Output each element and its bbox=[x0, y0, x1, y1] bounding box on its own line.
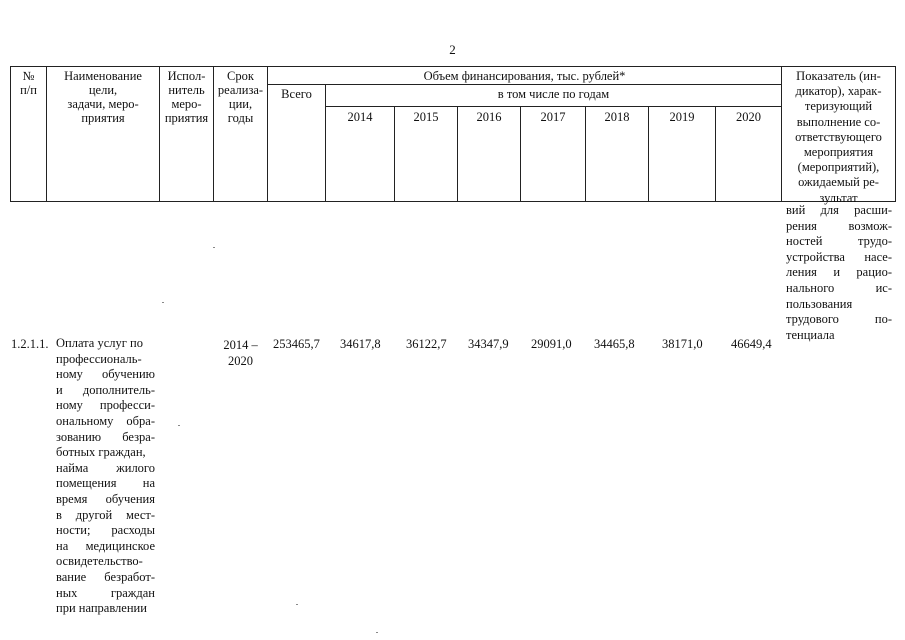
page-number: 2 bbox=[449, 42, 456, 57]
text-line: зованию безра- bbox=[56, 429, 155, 444]
text-line: и дополнитель- bbox=[56, 382, 155, 397]
header-by-years: в том числе по годам bbox=[497, 87, 610, 101]
row-value-2018: 34465,8 bbox=[594, 337, 635, 351]
header-year-2020: 2020 bbox=[736, 110, 761, 124]
text-line: устройства насе- bbox=[786, 249, 892, 264]
text-line: ления и рацио- bbox=[786, 265, 892, 280]
text-line: вание безработ- bbox=[56, 569, 155, 584]
row-total: 253465,7 bbox=[273, 337, 320, 351]
header-year-2016: 2016 bbox=[476, 110, 502, 124]
row-value-2015: 36122,7 bbox=[406, 337, 447, 351]
row-value-2014: 34617,8 bbox=[340, 337, 381, 351]
header-financing-divider bbox=[267, 84, 781, 85]
text-line: при направлении bbox=[56, 601, 147, 616]
row-term: 2014 – 2020 bbox=[223, 338, 258, 368]
scan-speck bbox=[162, 302, 164, 303]
header-year-2014: 2014 bbox=[347, 110, 373, 124]
col-border bbox=[895, 66, 896, 201]
text-line: ных граждан bbox=[56, 585, 155, 600]
text-line: Оплата услуг по bbox=[56, 336, 143, 350]
text-line: ональному обра- bbox=[56, 413, 155, 428]
text-line: вий для расши- bbox=[786, 203, 892, 217]
header-bottom-border bbox=[10, 201, 896, 202]
row-name bbox=[56, 336, 155, 617]
scan-speck bbox=[213, 247, 215, 248]
text-line: тенциала bbox=[786, 327, 835, 342]
header-num: № п/п bbox=[20, 69, 37, 97]
header-year-2015: 2015 bbox=[413, 110, 439, 124]
header-indicator: Показатель (ин- дикатор), харак- теризующий выполнение со- ответствующего мероприятия (мероприятий), ожидаемый ре- зультат bbox=[795, 69, 882, 205]
header-year-2017: 2017 bbox=[540, 110, 566, 124]
header-financing: Объем финансирования, тыс. рублей* bbox=[423, 69, 626, 83]
header-executor: Испол- нитель меро- приятия bbox=[164, 69, 209, 125]
scan-speck bbox=[296, 604, 298, 605]
header-year-2019: 2019 bbox=[669, 110, 695, 124]
text-line: ностей трудо- bbox=[786, 234, 892, 249]
row-value-2017: 29091,0 bbox=[531, 337, 572, 351]
row-value-2016: 34347,9 bbox=[468, 337, 509, 351]
text-line: нального ис- bbox=[786, 280, 892, 295]
scan-speck bbox=[178, 425, 180, 426]
header-name: Наименование цели, задачи, меро- приятия bbox=[64, 69, 142, 125]
header-term: Срок реализа- ции, годы bbox=[217, 69, 264, 125]
scan-speck bbox=[376, 632, 378, 633]
col-border bbox=[325, 84, 326, 201]
row-value-2019: 38171,0 bbox=[662, 337, 703, 351]
header-total: Всего bbox=[281, 87, 312, 101]
header-top-border bbox=[10, 66, 896, 67]
text-line: рения возмож- bbox=[786, 218, 892, 233]
row-code: 1.2.1.1. bbox=[11, 337, 49, 351]
text-line: профессиональ- bbox=[56, 351, 142, 366]
text-line: найма жилого bbox=[56, 460, 155, 475]
text-line: ному професси- bbox=[56, 398, 155, 413]
text-line: пользования bbox=[786, 296, 853, 311]
text-line: на медицинское bbox=[56, 538, 155, 553]
text-line: ности; расходы bbox=[56, 523, 155, 538]
text-line: трудового по- bbox=[786, 312, 892, 327]
text-line: помещения на bbox=[56, 476, 155, 491]
text-line: ному обучению bbox=[56, 367, 155, 382]
text-line: в другой мест- bbox=[56, 507, 155, 522]
row-value-2020: 46649,4 bbox=[731, 337, 772, 351]
text-line: время обучения bbox=[56, 491, 155, 506]
header-year-2018: 2018 bbox=[604, 110, 630, 124]
text-line: ботных граждан, bbox=[56, 445, 146, 460]
indicator-continuation bbox=[786, 203, 892, 343]
text-line: освидетельство- bbox=[56, 554, 143, 569]
